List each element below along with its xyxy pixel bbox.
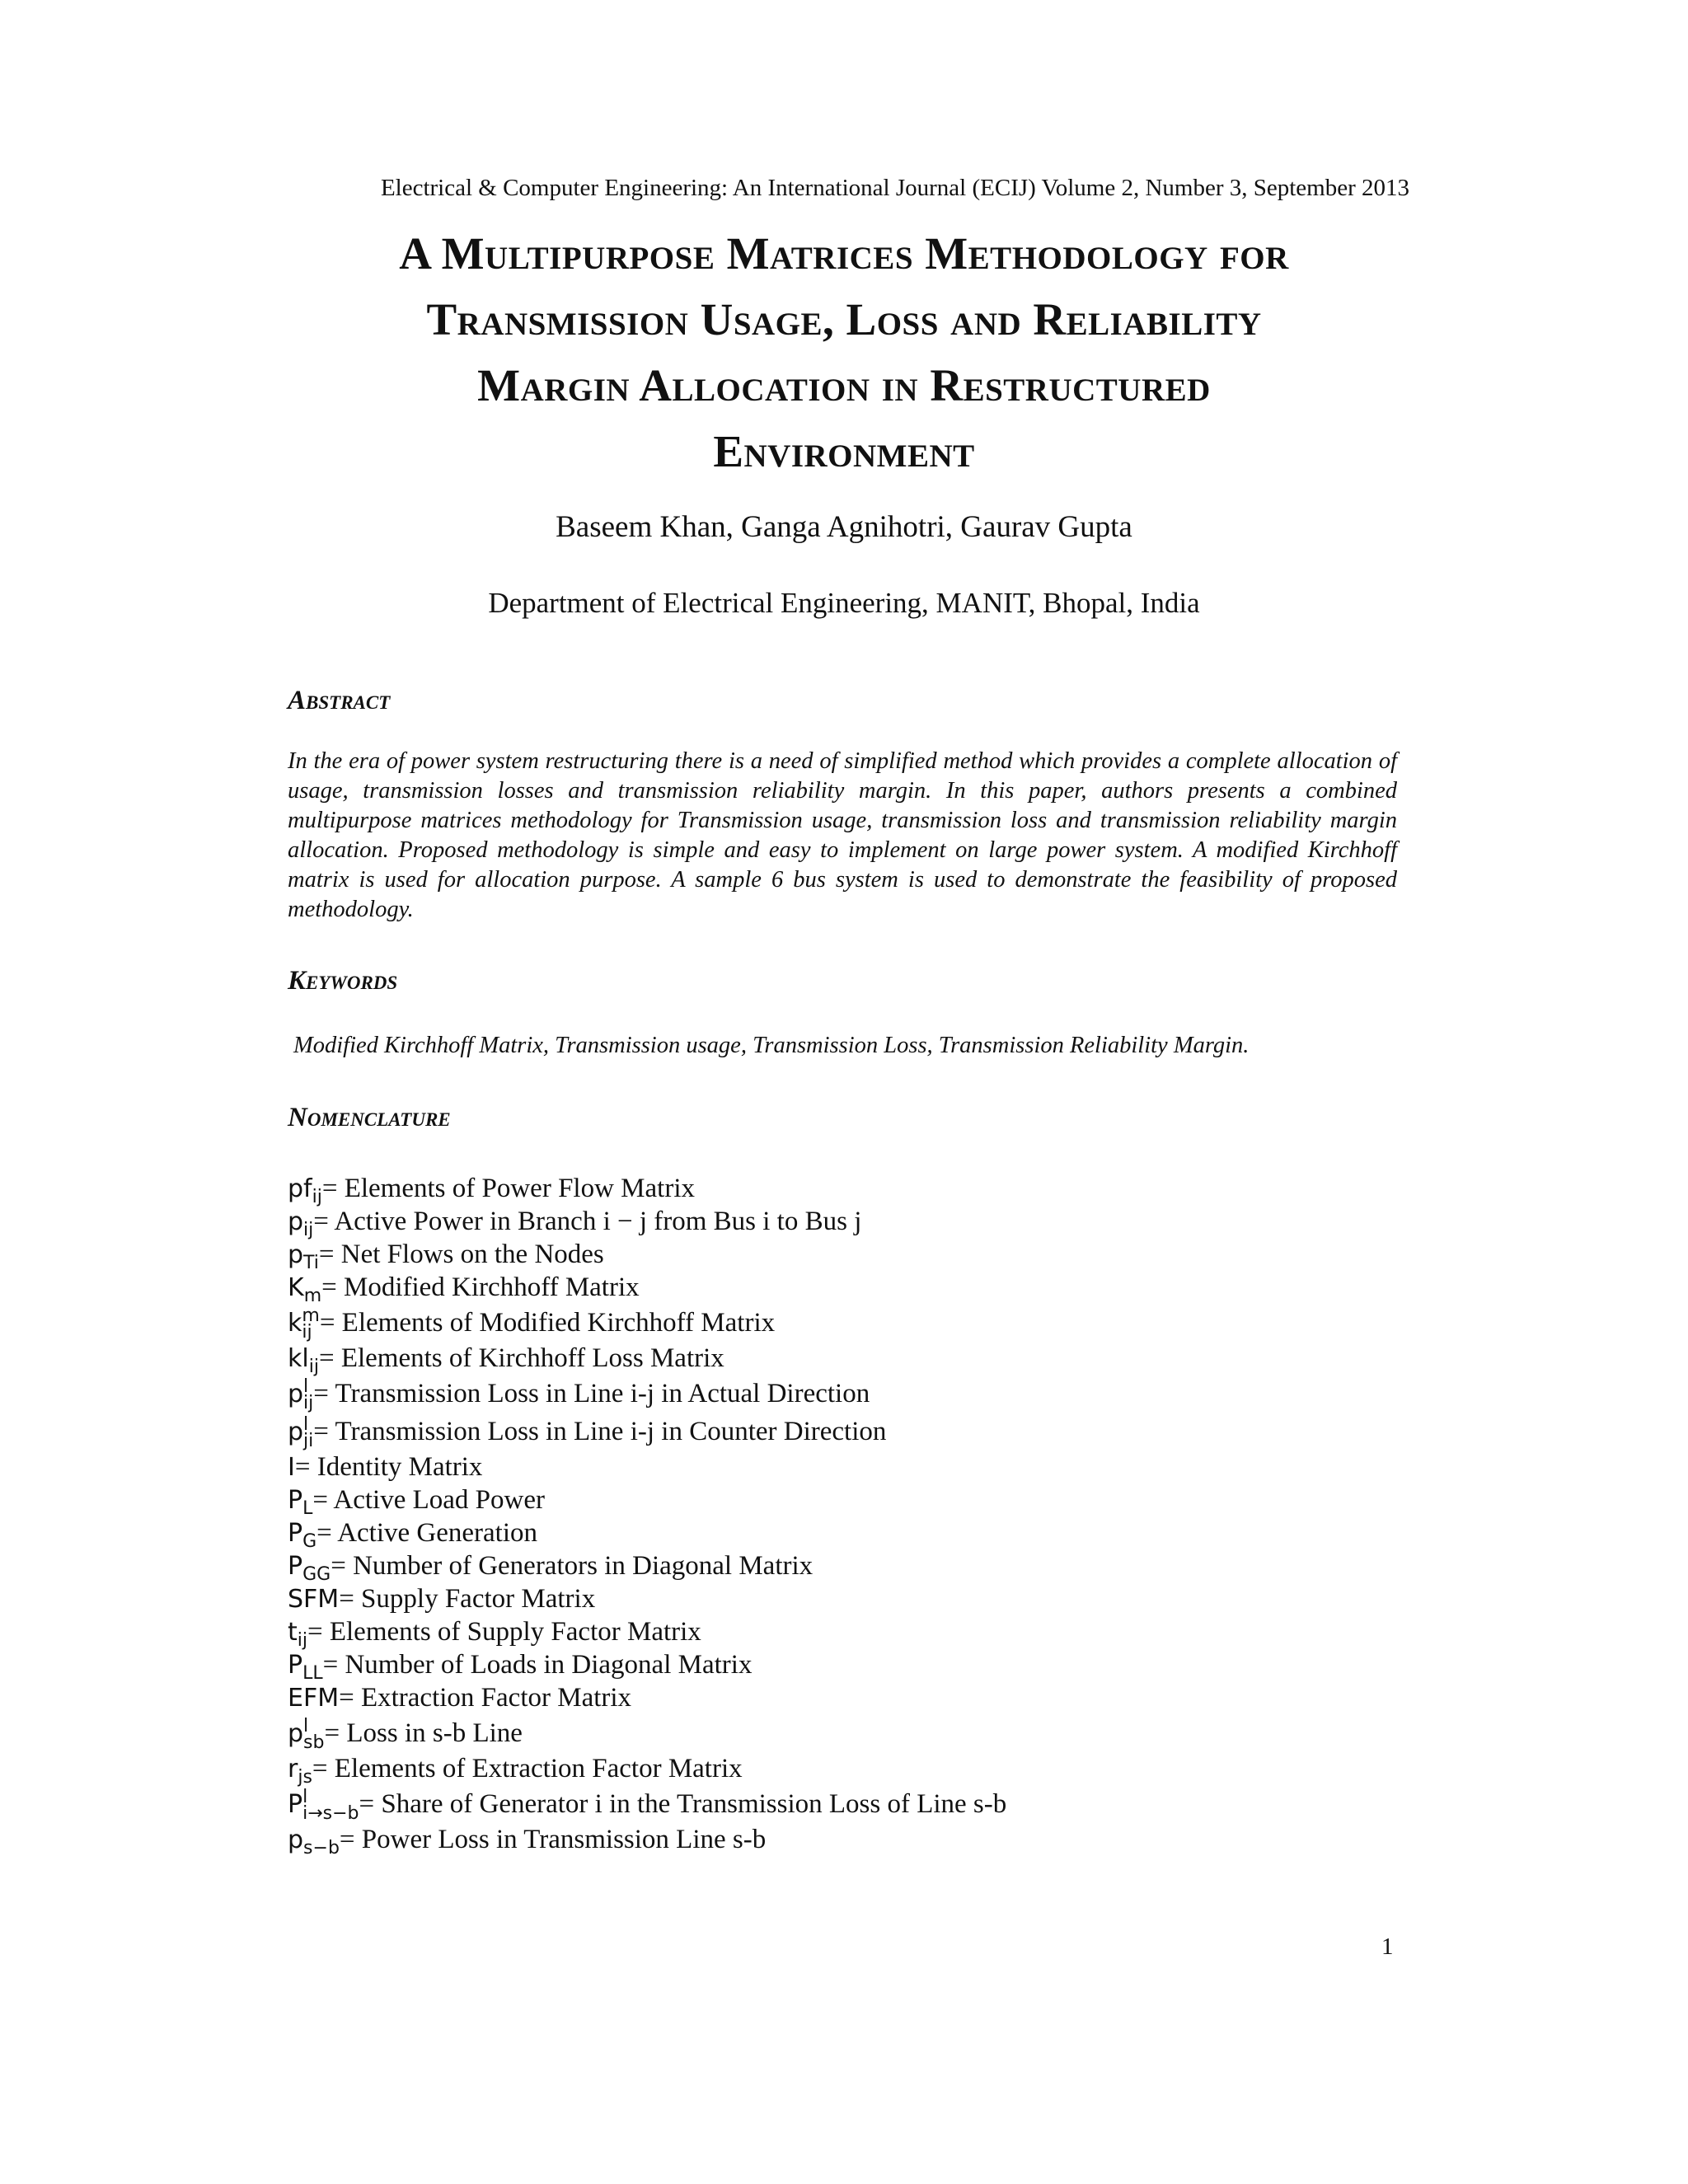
nomenclature-symbol — [288, 1413, 314, 1451]
symbol-scripts — [303, 1413, 314, 1451]
nomenclature-item — [288, 1205, 1442, 1238]
nomenclature-description: = Active Generation — [316, 1518, 538, 1548]
title-line-4: Environment — [713, 426, 975, 476]
symbol-base: SFM — [288, 1585, 340, 1614]
symbol-base: p — [288, 1825, 304, 1854]
nomenclature-symbol — [288, 1273, 322, 1306]
nomenclature-symbol — [288, 1715, 325, 1753]
symbol-subscript: sb — [303, 1732, 325, 1753]
nomenclature-item — [288, 1549, 1442, 1585]
nomenclature-item — [288, 1752, 1442, 1788]
nomenclature-symbol — [288, 1519, 317, 1552]
nomenclature-description: = Active Power in Branch i − j from Bus i to Bus j — [313, 1207, 862, 1236]
journal-header: Electrical & Computer Engineering: An International Journal (ECIJ) Volume 2, Number 3, September 2013 — [380, 175, 1409, 201]
symbol-subscript: GG — [302, 1564, 331, 1585]
nomenclature-item — [288, 1823, 1442, 1856]
nomenclature-description: = Elements of Modified Kirchhoff Matrix — [319, 1308, 776, 1338]
affiliation: Department of Electrical Engineering, MANIT, Bhopal, India — [488, 587, 1200, 619]
symbol-subscript: LL — [302, 1663, 323, 1684]
symbol-base: p — [288, 1207, 304, 1236]
nomenclature-description: = Number of Loads in Diagonal Matrix — [322, 1650, 753, 1680]
keywords-body: Modified Kirchhoff Matrix, Transmission usage, Transmission Loss, Transmission Reliability Margin. — [293, 1033, 1250, 1058]
nomenclature-description: = Net Flows on the Nodes — [318, 1240, 604, 1269]
symbol-base: p — [288, 1719, 304, 1748]
symbol-base: P — [288, 1486, 303, 1515]
symbol-subscript: ij — [297, 1630, 307, 1651]
nomenclature-symbol — [288, 1207, 314, 1240]
nomenclature-description: = Transmission Loss in Line i-j in Counter Direction — [313, 1417, 887, 1446]
nomenclature-symbol — [288, 1240, 319, 1273]
nomenclature-description: = Elements of Supply Factor Matrix — [307, 1617, 701, 1647]
nomenclature-description: = Identity Matrix — [294, 1452, 483, 1482]
symbol-scripts — [302, 1305, 320, 1343]
nomenclature-description: = Active Load Power — [312, 1485, 545, 1515]
nomenclature-description: = Share of Generator i in the Transmission Loss of Line s-b — [359, 1789, 1007, 1819]
authors: Baseem Khan, Ganga Agnihotri, Gaurav Gupta — [556, 510, 1132, 544]
nomenclature-symbol — [288, 1486, 313, 1519]
nomenclature-item — [288, 1342, 1442, 1375]
symbol-scripts — [302, 1786, 359, 1824]
symbol-scripts — [303, 1715, 325, 1753]
nomenclature-symbol — [288, 1618, 307, 1651]
nomenclature-description: = Elements of Power Flow Matrix — [321, 1174, 695, 1203]
keywords-heading: Keywords — [288, 966, 398, 996]
symbol-base: t — [288, 1618, 298, 1647]
nomenclature-symbol — [288, 1651, 323, 1684]
nomenclature-description: = Transmission Loss in Line i-j in Actual Direction — [313, 1379, 870, 1408]
symbol-superscript: l — [303, 1376, 309, 1397]
abstract-heading: Abstract — [288, 686, 391, 715]
nomenclature-item — [288, 1516, 1442, 1552]
nomenclature-heading: Nomenclature — [288, 1103, 451, 1132]
nomenclature-item — [288, 1785, 1442, 1823]
paper-title — [165, 221, 1523, 485]
symbol-subscript: ij — [308, 1357, 319, 1377]
symbol-base: K — [288, 1273, 304, 1302]
nomenclature-item — [288, 1375, 1442, 1413]
nomenclature-item — [288, 1582, 1442, 1615]
symbol-base: p — [288, 1418, 304, 1446]
symbol-subscript: ij — [312, 1187, 322, 1207]
symbol-base: kl — [288, 1344, 309, 1373]
nomenclature-description: = Elements of Extraction Factor Matrix — [312, 1754, 743, 1783]
nomenclature-symbol — [288, 1453, 295, 1482]
page-number: 1 — [1381, 1933, 1394, 1960]
nomenclature-symbol — [288, 1755, 312, 1788]
symbol-base: I — [288, 1453, 295, 1482]
nomenclature-item — [288, 1413, 1442, 1451]
nomenclature-item — [288, 1304, 1442, 1342]
title-line-2: Transmission Usage, Loss and Reliability — [426, 294, 1262, 344]
nomenclature-list — [288, 1172, 1442, 1856]
abstract-body: In the era of power system restructuring there is a need of simplified method which provides a complete allocation of usage, transmission losses and transmission reliability margin. In this paper, authors presents a combined multipurpose matrices methodology for Transmission usage, transmission loss and transmission reliability margin allocation. Proposed methodology is simple and easy to implement on large power system. A modified Kirchhoff matrix is used for allocation purpose. A sample 6 bus system is used to demonstrate the feasibility of proposed methodology. — [288, 748, 1397, 922]
nomenclature-item — [288, 1451, 1442, 1483]
nomenclature-description: = Modified Kirchhoff Matrix — [321, 1272, 640, 1302]
symbol-base: p — [288, 1380, 304, 1408]
nomenclature-description: = Loss in s-b Line — [324, 1718, 523, 1748]
symbol-base: p — [288, 1240, 304, 1269]
nomenclature-symbol — [288, 1585, 339, 1614]
symbol-subscript: js — [298, 1767, 312, 1788]
symbol-superscript: l — [303, 1413, 309, 1435]
nomenclature-item — [288, 1648, 1442, 1684]
symbol-base: pf — [288, 1174, 312, 1203]
symbol-subscript: ij — [303, 1392, 314, 1413]
nomenclature-symbol — [288, 1305, 320, 1343]
symbol-base: k — [288, 1309, 302, 1338]
symbol-subscript: ij — [302, 1321, 312, 1343]
nomenclature-description: = Elements of Kirchhoff Loss Matrix — [318, 1343, 724, 1373]
title-line-1: A Multipurpose Matrices Methodology for — [399, 228, 1289, 279]
nomenclature-item — [288, 1714, 1442, 1752]
symbol-subscript: Ti — [303, 1253, 319, 1273]
symbol-subscript: ji — [303, 1430, 314, 1451]
symbol-base: P — [288, 1552, 303, 1581]
nomenclature-symbol — [288, 1786, 359, 1824]
symbol-subscript: m — [303, 1286, 322, 1306]
title-line-3: Margin Allocation in Restructured — [477, 360, 1211, 410]
nomenclature-description: = Extraction Factor Matrix — [339, 1683, 632, 1713]
nomenclature-symbol — [288, 1825, 340, 1858]
symbol-base: P — [288, 1519, 303, 1548]
nomenclature-description: = Supply Factor Matrix — [339, 1584, 596, 1614]
symbol-subscript: s−b — [303, 1838, 340, 1858]
nomenclature-item — [288, 1681, 1442, 1714]
symbol-subscript: i→s−b — [302, 1802, 359, 1824]
symbol-base: EFM — [288, 1684, 340, 1713]
symbol-scripts — [303, 1376, 314, 1413]
symbol-subscript: L — [302, 1498, 313, 1519]
symbol-subscript: G — [302, 1531, 317, 1552]
nomenclature-item — [288, 1483, 1442, 1519]
nomenclature-item — [288, 1172, 1442, 1205]
nomenclature-symbol — [288, 1344, 319, 1377]
symbol-base: P — [288, 1790, 303, 1819]
nomenclature-symbol — [288, 1552, 331, 1585]
symbol-superscript: l — [303, 1715, 309, 1736]
symbol-base: r — [288, 1755, 298, 1783]
nomenclature-item — [288, 1238, 1442, 1271]
nomenclature-description: = Power Loss in Transmission Line s-b — [339, 1825, 767, 1854]
symbol-superscript: l — [302, 1786, 308, 1807]
symbol-superscript: m — [302, 1305, 320, 1326]
symbol-subscript: ij — [303, 1220, 314, 1240]
nomenclature-description: = Number of Generators in Diagonal Matrix — [331, 1551, 814, 1581]
nomenclature-item — [288, 1615, 1442, 1651]
symbol-base: P — [288, 1651, 303, 1680]
nomenclature-symbol — [288, 1376, 314, 1413]
nomenclature-symbol — [288, 1684, 339, 1713]
nomenclature-item — [288, 1271, 1442, 1304]
nomenclature-symbol — [288, 1174, 322, 1207]
